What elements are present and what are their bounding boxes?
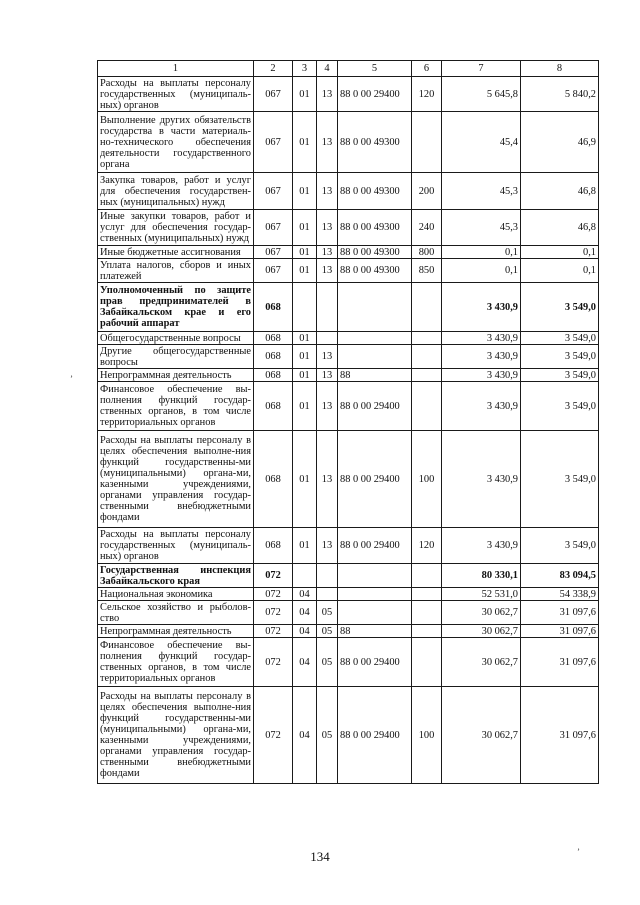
row-pr-cell	[317, 564, 338, 588]
table-row	[98, 345, 599, 369]
row-value-2018-cell: 52 531,0	[442, 588, 521, 601]
row-rz-cell: 01	[293, 259, 317, 283]
table-row	[98, 173, 599, 210]
row-name-cell: Выполнение других обязательств государства в части материаль-но-технического обеспечения деятельности государственного органа	[98, 112, 254, 173]
row-vr-cell: 240	[412, 210, 442, 246]
page-number: 134	[310, 849, 330, 864]
table-row	[98, 77, 599, 112]
row-rz-cell: 01	[293, 332, 317, 345]
row-rz-cell: 04	[293, 638, 317, 687]
row-value-2018-cell: 0,1	[442, 246, 521, 259]
row-rz-cell: 04	[293, 601, 317, 625]
row-value-2019-cell: 0,1	[521, 259, 599, 283]
row-pr-cell: 13	[317, 210, 338, 246]
row-rz-cell: 01	[293, 210, 317, 246]
row-name-cell: Финансовое обеспечение вы-полнения функций государ-ственных органов, в том числе территориальных органов	[98, 382, 254, 431]
row-pr-cell: 13	[317, 77, 338, 112]
row-csr-cell	[338, 564, 412, 588]
header-cell: 8	[521, 61, 599, 77]
row-rz-cell	[293, 564, 317, 588]
row-rz-cell: 01	[293, 382, 317, 431]
row-csr-cell	[338, 345, 412, 369]
table-row	[98, 382, 599, 431]
row-csr-cell: 88	[338, 369, 412, 382]
row-ved-cell: 067	[254, 210, 293, 246]
header-cell: 6	[412, 61, 442, 77]
row-pr-cell: 13	[317, 369, 338, 382]
header-cell: 3	[293, 61, 317, 77]
row-name-cell: Расходы на выплаты персоналу в целях обеспечения выполне-ния функций государственны-ми (муниципальными) органа-ми, казенными учреждениями, органами управления государ-ственными внебюджетными фондами	[98, 431, 254, 528]
row-vr-cell: 850	[412, 259, 442, 283]
row-csr-cell: 88 0 00 49300	[338, 259, 412, 283]
row-value-2019-cell: 3 549,0	[521, 283, 599, 332]
row-csr-cell: 88 0 00 49300	[338, 173, 412, 210]
row-name-cell: Расходы на выплаты персоналу государственных (муниципаль-ных) органов	[98, 528, 254, 564]
row-vr-cell	[412, 382, 442, 431]
row-value-2019-cell: 0,1	[521, 246, 599, 259]
scan-speck: ʼ	[577, 847, 580, 857]
row-vr-cell: 120	[412, 528, 442, 564]
row-ved-cell: 067	[254, 112, 293, 173]
row-ved-cell: 072	[254, 588, 293, 601]
row-csr-cell: 88 0 00 29400	[338, 382, 412, 431]
table-row	[98, 687, 599, 784]
row-ved-cell: 067	[254, 173, 293, 210]
row-pr-cell: 13	[317, 246, 338, 259]
row-name-cell: Закупка товаров, работ и услуг для обеспечения государствен-ных (муниципальных) нужд	[98, 173, 254, 210]
row-pr-cell: 13	[317, 345, 338, 369]
row-ved-cell: 072	[254, 564, 293, 588]
header-cell: 4	[317, 61, 338, 77]
row-csr-cell: 88 0 00 29400	[338, 431, 412, 528]
row-ved-cell: 068	[254, 431, 293, 528]
row-csr-cell: 88 0 00 49300	[338, 210, 412, 246]
row-vr-cell	[412, 564, 442, 588]
row-value-2018-cell: 0,1	[442, 259, 521, 283]
table-row	[98, 588, 599, 601]
row-rz-cell	[293, 283, 317, 332]
row-csr-cell: 88 0 00 29400	[338, 528, 412, 564]
row-value-2018-cell: 30 062,7	[442, 687, 521, 784]
row-value-2019-cell: 3 549,0	[521, 431, 599, 528]
row-vr-cell	[412, 601, 442, 625]
row-csr-cell: 88 0 00 29400	[338, 687, 412, 784]
row-value-2018-cell: 30 062,7	[442, 638, 521, 687]
scan-speck: ʼ	[70, 374, 73, 384]
row-rz-cell: 01	[293, 431, 317, 528]
row-name-cell: Уполномоченный по защите прав предпринимателей в Забайкальском крае и его рабочий аппарат	[98, 283, 254, 332]
row-ved-cell: 072	[254, 687, 293, 784]
row-vr-cell	[412, 112, 442, 173]
table-row	[98, 638, 599, 687]
row-vr-cell	[412, 369, 442, 382]
row-pr-cell: 13	[317, 112, 338, 173]
table-row	[98, 246, 599, 259]
row-vr-cell	[412, 283, 442, 332]
row-value-2018-cell: 45,4	[442, 112, 521, 173]
row-value-2019-cell: 31 097,6	[521, 625, 599, 638]
row-rz-cell: 01	[293, 173, 317, 210]
table-row	[98, 564, 599, 588]
row-pr-cell	[317, 332, 338, 345]
row-name-cell: Непрограммная деятельность	[98, 625, 254, 638]
row-ved-cell: 068	[254, 382, 293, 431]
row-value-2019-cell: 54 338,9	[521, 588, 599, 601]
row-rz-cell: 01	[293, 528, 317, 564]
row-csr-cell: 88 0 00 49300	[338, 112, 412, 173]
row-value-2018-cell: 3 430,9	[442, 283, 521, 332]
row-rz-cell: 01	[293, 246, 317, 259]
row-vr-cell: 120	[412, 77, 442, 112]
header-cell: 1	[98, 61, 254, 77]
row-value-2018-cell: 5 645,8	[442, 77, 521, 112]
row-vr-cell: 200	[412, 173, 442, 210]
table-row	[98, 332, 599, 345]
row-csr-cell: 88 0 00 29400	[338, 638, 412, 687]
row-vr-cell	[412, 625, 442, 638]
row-rz-cell: 04	[293, 687, 317, 784]
row-rz-cell: 01	[293, 369, 317, 382]
row-vr-cell: 100	[412, 431, 442, 528]
row-name-cell: Иные закупки товаров, работ и услуг для обеспечения государ-ственных (муниципальных) нужд	[98, 210, 254, 246]
table-row	[98, 112, 599, 173]
row-pr-cell: 05	[317, 638, 338, 687]
row-pr-cell: 13	[317, 431, 338, 528]
row-rz-cell: 01	[293, 345, 317, 369]
row-pr-cell: 13	[317, 382, 338, 431]
row-name-cell: Государственная инспекция Забайкальского края	[98, 564, 254, 588]
row-value-2018-cell: 30 062,7	[442, 625, 521, 638]
row-ved-cell: 072	[254, 625, 293, 638]
header-cell: 7	[442, 61, 521, 77]
row-csr-cell: 88 0 00 29400	[338, 77, 412, 112]
row-ved-cell: 072	[254, 601, 293, 625]
row-csr-cell	[338, 601, 412, 625]
row-pr-cell: 05	[317, 687, 338, 784]
row-ved-cell: 072	[254, 638, 293, 687]
table-body	[98, 77, 599, 784]
row-ved-cell: 067	[254, 246, 293, 259]
row-ved-cell: 068	[254, 528, 293, 564]
row-name-cell: Непрограммная деятельность	[98, 369, 254, 382]
row-ved-cell: 068	[254, 332, 293, 345]
row-value-2018-cell: 3 430,9	[442, 332, 521, 345]
table-row	[98, 259, 599, 283]
row-name-cell: Финансовое обеспечение вы-полнения функций государ-ственных органов, в том числе территориальных органов	[98, 638, 254, 687]
row-name-cell: Расходы на выплаты персоналу в целях обеспечения выполне-ния функций государственны-ми (муниципальными) органа-ми, казенными учреждениями, органами управления государ-ственными внебюджетными фондами	[98, 687, 254, 784]
row-pr-cell	[317, 588, 338, 601]
row-name-cell: Иные бюджетные ассигнования	[98, 246, 254, 259]
row-rz-cell: 01	[293, 112, 317, 173]
row-value-2019-cell: 3 549,0	[521, 528, 599, 564]
table-row	[98, 283, 599, 332]
row-pr-cell	[317, 283, 338, 332]
row-csr-cell	[338, 588, 412, 601]
row-pr-cell: 05	[317, 601, 338, 625]
row-ved-cell: 068	[254, 283, 293, 332]
row-pr-cell: 13	[317, 173, 338, 210]
row-vr-cell	[412, 345, 442, 369]
header-cell: 5	[338, 61, 412, 77]
row-value-2018-cell: 3 430,9	[442, 369, 521, 382]
row-value-2018-cell: 30 062,7	[442, 601, 521, 625]
table-row	[98, 369, 599, 382]
row-value-2019-cell: 3 549,0	[521, 345, 599, 369]
row-value-2019-cell: 83 094,5	[521, 564, 599, 588]
row-ved-cell: 067	[254, 259, 293, 283]
row-value-2018-cell: 3 430,9	[442, 431, 521, 528]
row-vr-cell: 800	[412, 246, 442, 259]
table-row	[98, 431, 599, 528]
row-ved-cell: 068	[254, 369, 293, 382]
row-value-2019-cell: 3 549,0	[521, 382, 599, 431]
table-row	[98, 601, 599, 625]
row-value-2019-cell: 31 097,6	[521, 687, 599, 784]
row-value-2018-cell: 45,3	[442, 173, 521, 210]
row-value-2019-cell: 3 549,0	[521, 369, 599, 382]
budget-table	[97, 60, 599, 784]
row-rz-cell: 01	[293, 77, 317, 112]
row-rz-cell: 04	[293, 588, 317, 601]
row-vr-cell	[412, 638, 442, 687]
row-name-cell: Уплата налогов, сборов и иных платежей	[98, 259, 254, 283]
row-value-2019-cell: 46,9	[521, 112, 599, 173]
row-ved-cell: 068	[254, 345, 293, 369]
row-value-2019-cell: 3 549,0	[521, 332, 599, 345]
row-ved-cell: 067	[254, 77, 293, 112]
table-row	[98, 528, 599, 564]
row-vr-cell	[412, 332, 442, 345]
row-csr-cell	[338, 332, 412, 345]
row-pr-cell: 13	[317, 259, 338, 283]
header-row	[98, 61, 599, 77]
row-value-2018-cell: 3 430,9	[442, 382, 521, 431]
row-name-cell: Национальная экономика	[98, 588, 254, 601]
row-value-2018-cell: 45,3	[442, 210, 521, 246]
row-value-2019-cell: 31 097,6	[521, 638, 599, 687]
row-value-2018-cell: 3 430,9	[442, 345, 521, 369]
table-row	[98, 625, 599, 638]
row-vr-cell	[412, 588, 442, 601]
row-vr-cell: 100	[412, 687, 442, 784]
row-pr-cell: 05	[317, 625, 338, 638]
row-value-2019-cell: 31 097,6	[521, 601, 599, 625]
row-value-2018-cell: 3 430,9	[442, 528, 521, 564]
row-name-cell: Общегосударственные вопросы	[98, 332, 254, 345]
row-name-cell: Сельское хозяйство и рыболов-ство	[98, 601, 254, 625]
row-pr-cell: 13	[317, 528, 338, 564]
row-name-cell: Расходы на выплаты персоналу государственных (муниципаль-ных) органов	[98, 77, 254, 112]
row-rz-cell: 04	[293, 625, 317, 638]
row-csr-cell: 88	[338, 625, 412, 638]
row-value-2018-cell: 80 330,1	[442, 564, 521, 588]
row-csr-cell	[338, 283, 412, 332]
row-name-cell: Другие общегосударственные вопросы	[98, 345, 254, 369]
header-cell: 2	[254, 61, 293, 77]
row-csr-cell: 88 0 00 49300	[338, 246, 412, 259]
table-row	[98, 210, 599, 246]
row-value-2019-cell: 5 840,2	[521, 77, 599, 112]
row-value-2019-cell: 46,8	[521, 210, 599, 246]
row-value-2019-cell: 46,8	[521, 173, 599, 210]
